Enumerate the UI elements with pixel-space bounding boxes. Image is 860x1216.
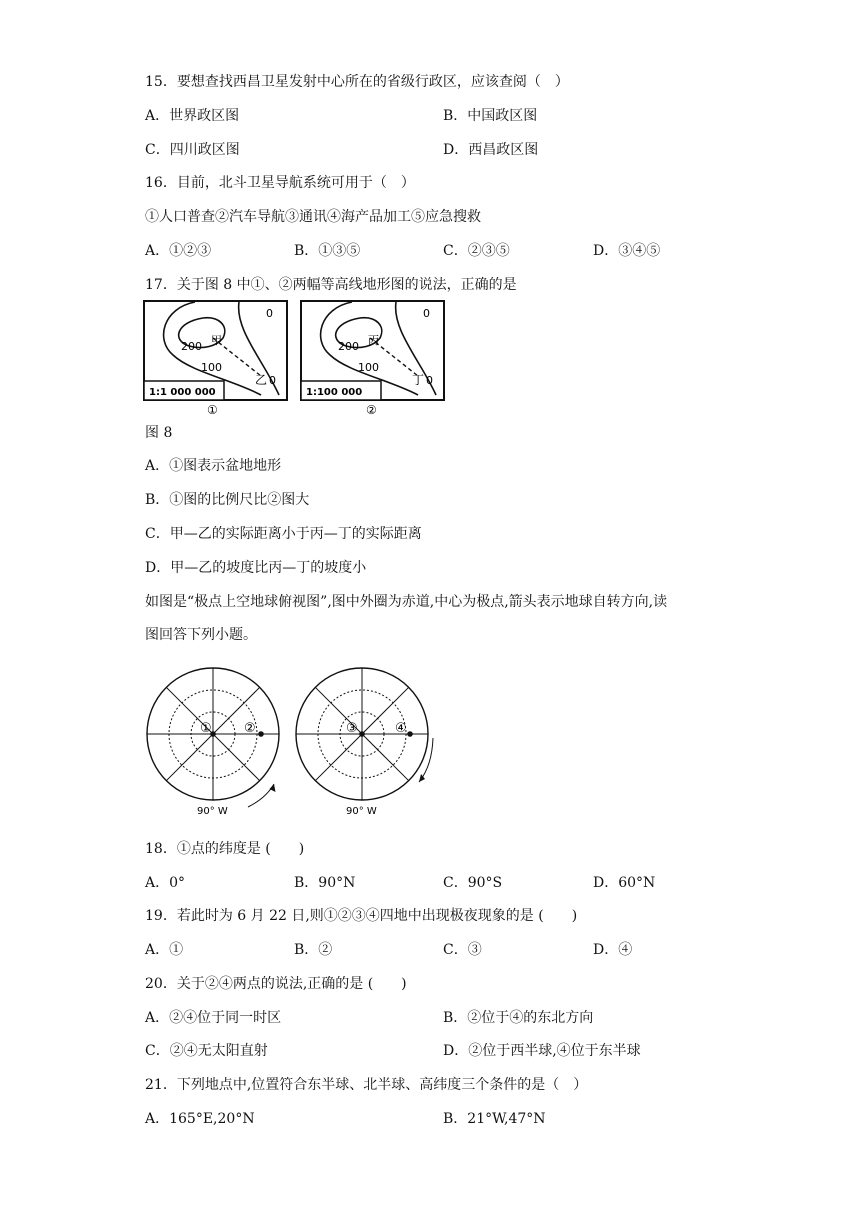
polar-view-right [291, 662, 441, 822]
q16-option-b: B．①③⑤ [294, 243, 361, 259]
q19-option-a: A．① [145, 942, 184, 958]
map-scale-1: 1:1 000 000 [149, 387, 216, 398]
contour-map-2 [300, 300, 446, 418]
q19-option-b: B．② [294, 942, 333, 958]
question-17-stem: 17．关于图 8 中①、②两幅等高线地形图的说法，正确的是 [145, 277, 517, 293]
q20-option-b: B．②位于④的东北方向 [443, 1010, 594, 1026]
contour-label-0-bottom: 0 [426, 374, 433, 387]
point-4-label: ④ [395, 721, 407, 736]
passage-intro-line-2: 图回答下列小题。 [145, 627, 257, 643]
contour-label-200: 200 [181, 340, 202, 353]
contour-label-100: 100 [358, 361, 379, 374]
map-label-2: ② [366, 403, 377, 417]
question-19-stem: 19．若此时为 6 月 22 日,则①②③④四地中出现极夜现象的是 ( ) [145, 908, 578, 924]
q21-option-b: B．21°W,47°N [443, 1111, 546, 1127]
q17-option-c: C．甲—乙的实际距离小于丙—丁的实际距离 [145, 526, 422, 542]
q16-option-a: A．①②③ [145, 243, 212, 259]
question-16-stem: 16．目前，北斗卫星导航系统可用于（ ） [145, 175, 415, 191]
figure-8-caption: 图 8 [145, 425, 173, 441]
contour-label-200: 200 [338, 340, 359, 353]
q15-option-c: C．四川政区图 [145, 142, 240, 158]
question-21-stem: 21．下列地点中,位置符合东半球、北半球、高纬度三个条件的是（ ） [145, 1077, 588, 1093]
map-scale-2: 1:100 000 [306, 387, 363, 398]
q19-option-c: C．③ [443, 942, 482, 958]
point-1-label: ① [200, 721, 212, 736]
q18-option-d: D．60°N [593, 875, 656, 891]
contour-label-0: 0 [266, 307, 273, 320]
q21-option-a: A．165°E,20°N [145, 1111, 255, 1127]
point-3-label: ③ [346, 721, 358, 736]
q18-option-c: C．90°S [443, 875, 503, 891]
contour-label-0-bottom: 0 [269, 374, 276, 387]
contour-map-1 [143, 300, 289, 418]
q15-option-d: D．西昌政区图 [443, 142, 539, 158]
q15-option-b: B．中国政区图 [443, 108, 538, 124]
q18-option-b: B．90°N [294, 875, 356, 891]
rotation-arrow-icon [270, 784, 276, 792]
q19-option-d: D．④ [593, 942, 633, 958]
q15-option-a: A．世界政区图 [145, 108, 240, 124]
q17-option-b: B．①图的比例尺比②图大 [145, 492, 310, 508]
q16-option-d: D．③④⑤ [593, 243, 661, 259]
map-label-1: ① [207, 403, 218, 417]
question-15-stem: 15．要想查找西昌卫星发射中心所在的省级行政区，应该查阅（ ） [145, 74, 569, 90]
q17-option-a: A．①图表示盆地地形 [145, 458, 282, 474]
point-jia: 甲 [211, 334, 222, 347]
contour-label-100: 100 [201, 361, 222, 374]
q20-option-d: D．②位于西半球,④位于东半球 [443, 1043, 641, 1059]
longitude-label-90w: 90° W [197, 806, 228, 817]
point-ding: 丁 [412, 373, 425, 387]
polar-view-left [140, 662, 290, 822]
q16-option-c: C．②③⑤ [443, 243, 510, 259]
point-bing: 丙 [368, 334, 379, 347]
question-16-items: ①人口普查②汽车导航③通讯④海产品加工⑤应急搜救 [145, 209, 481, 225]
q18-option-a: A．0° [145, 875, 186, 891]
longitude-label-90w: 90° W [346, 806, 377, 817]
q20-option-a: A．②④位于同一时区 [145, 1010, 282, 1026]
contour-label-0: 0 [423, 307, 430, 320]
point-2-label: ② [244, 721, 256, 736]
q20-option-c: C．②④无太阳直射 [145, 1043, 268, 1059]
point-yi: 乙 [255, 373, 268, 387]
passage-intro-line-1: 如图是“极点上空地球俯视图”,图中外圈为赤道,中心为极点,箭头表示地球自转方向,读 [145, 594, 668, 610]
question-20-stem: 20．关于②④两点的说法,正确的是 ( ) [145, 976, 407, 992]
q17-option-d: D．甲—乙的坡度比丙—丁的坡度小 [145, 560, 367, 576]
question-18-stem: 18．①点的纬度是 ( ) [145, 841, 305, 857]
